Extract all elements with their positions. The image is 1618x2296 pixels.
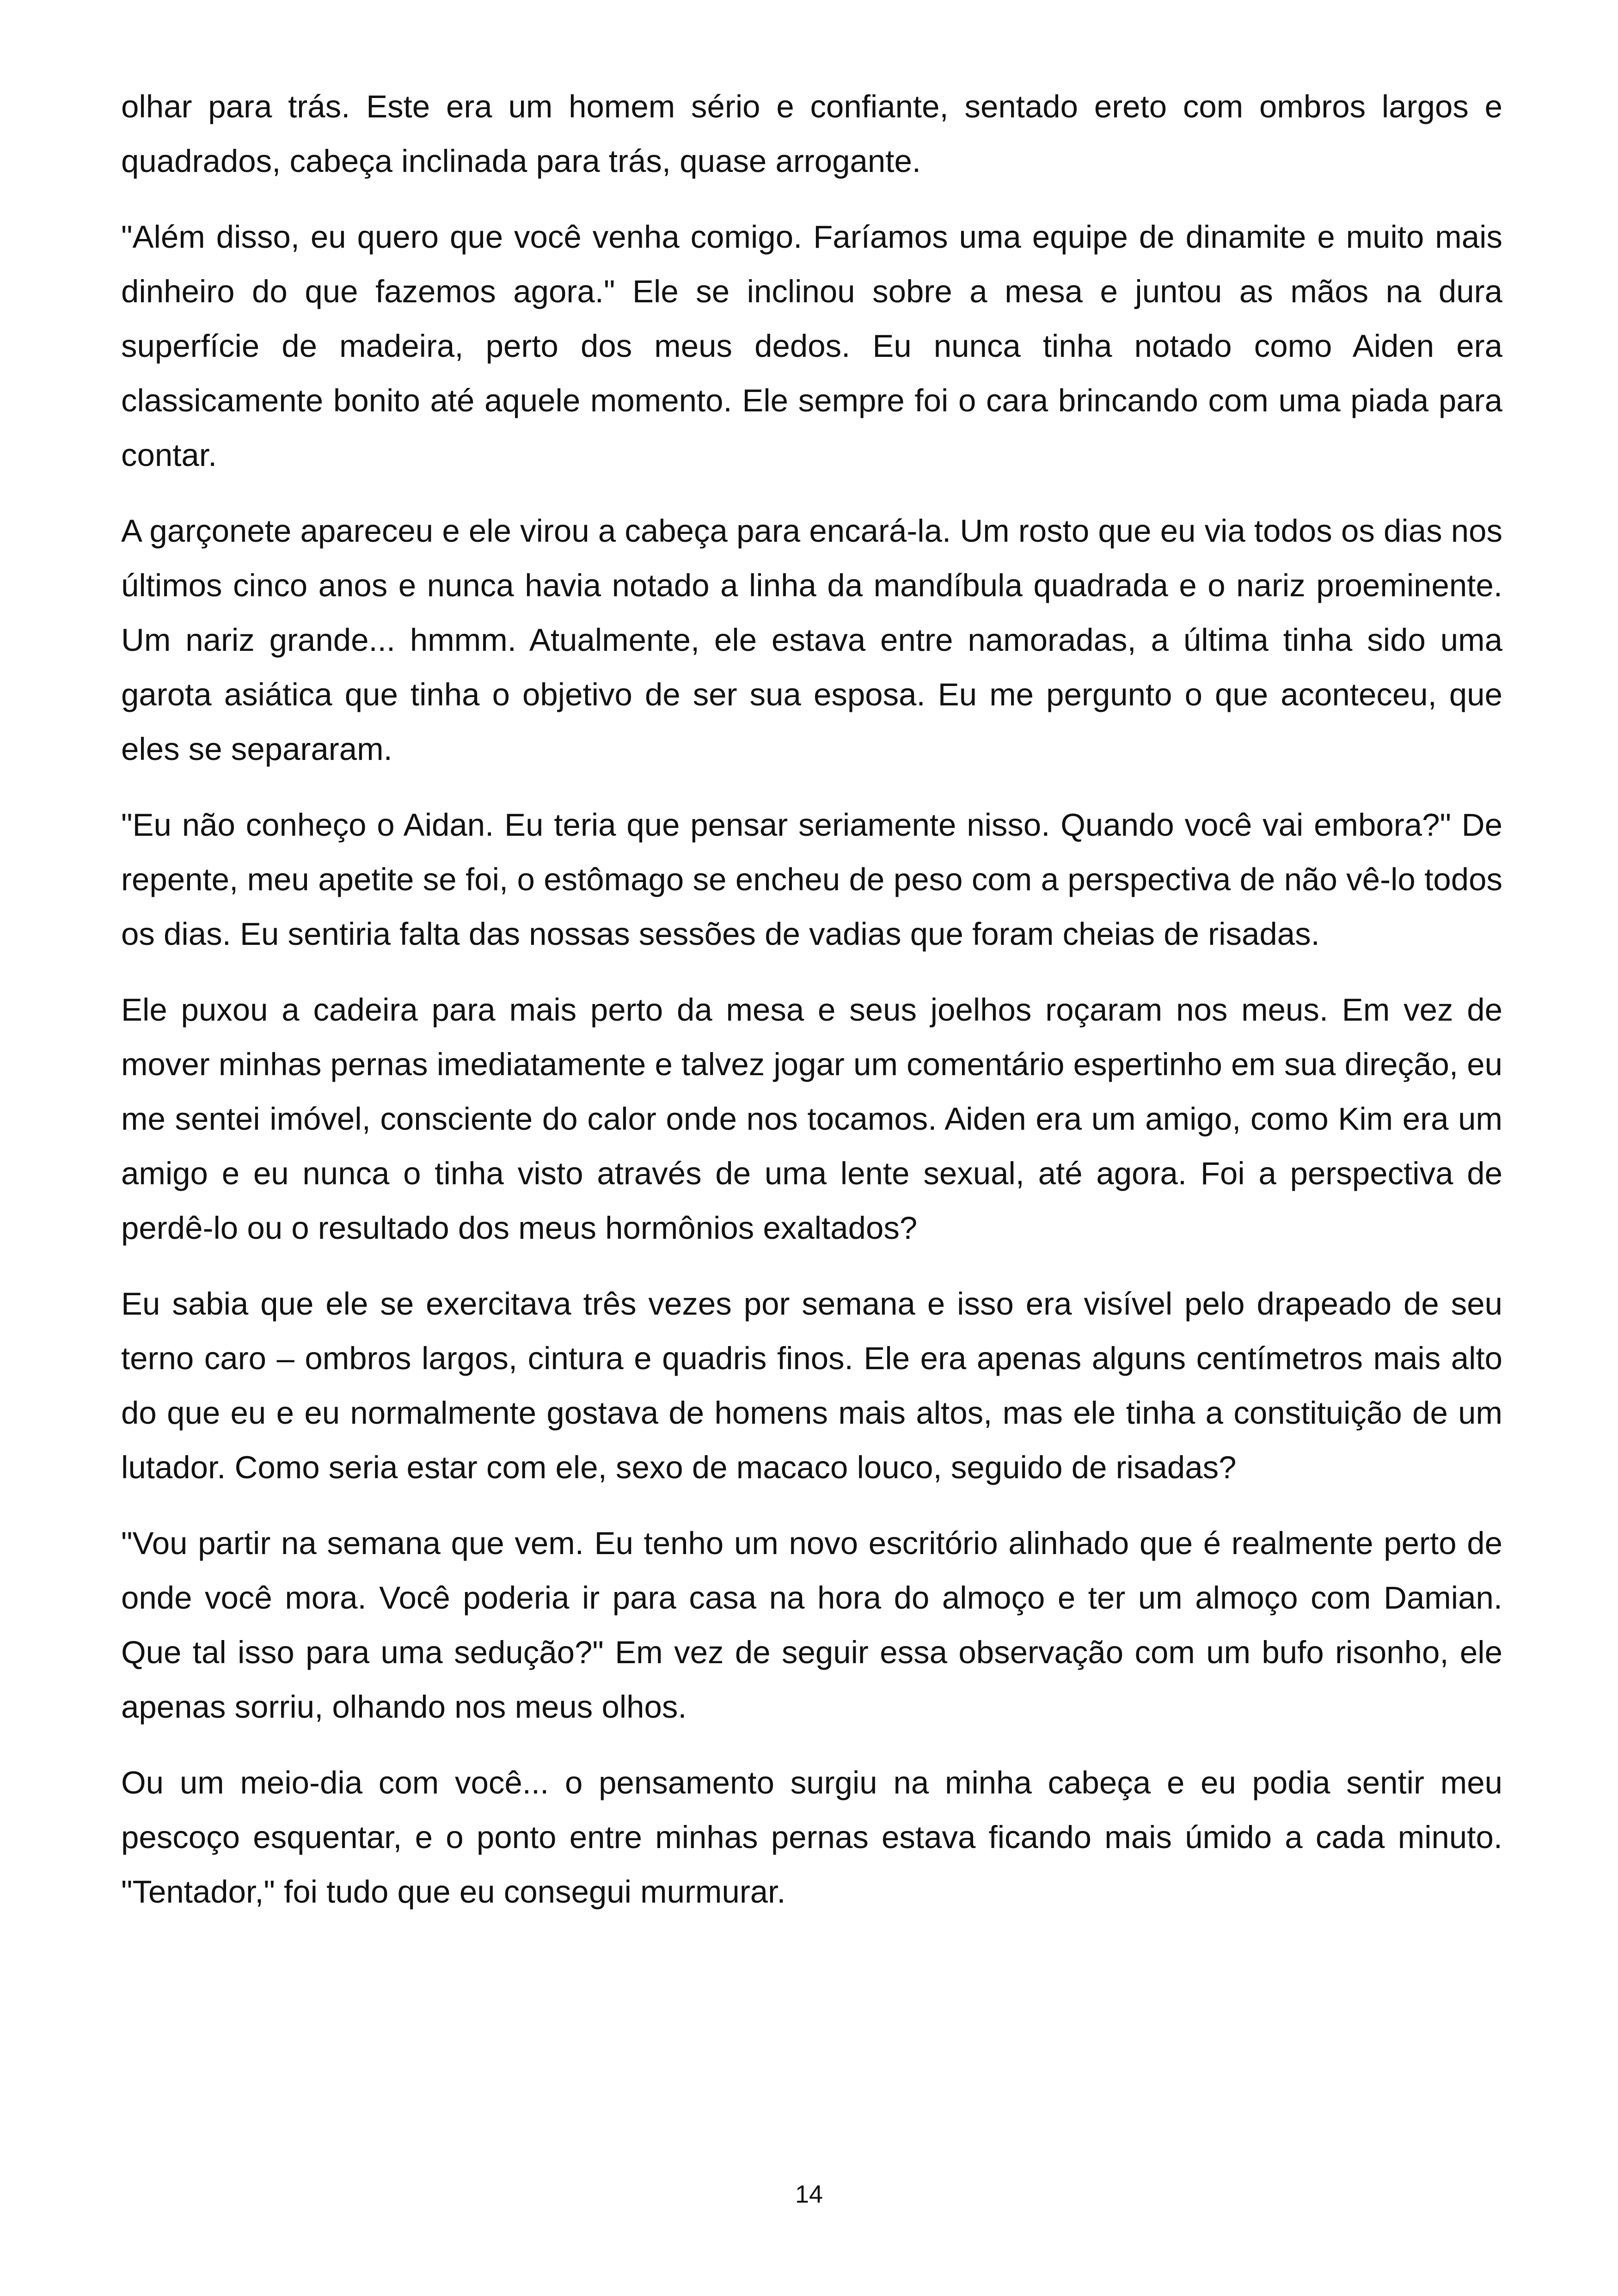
paragraph: Eu sabia que ele se exercitava três vezes por semana e isso era visível pelo drapeado de seu terno caro – ombros largos, cintura e quadris finos. Ele era apenas alguns centímetros mais alto do que eu e eu normalmente gostava de homens mais altos, mas ele tinha a constituição de um lutador. Como seria estar com ele, sexo de macaco louco, seguido de risadas? <box>121 1286 1502 1485</box>
paragraph: Ou um meio-dia com você... o pensamento surgiu na minha cabeça e eu podia sentir meu pescoço esquentar, e o ponto entre minhas pernas estava ficando mais úmido a cada minuto. "Tentador," foi tudo que eu consegui murmurar. <box>121 1765 1502 1910</box>
paragraph: olhar para trás. Este era um homem sério e confiante, sentado ereto com ombros largos e quadrados, cabeça inclinada para trás, quase arrogante. <box>121 89 1502 179</box>
paragraph: "Além disso, eu quero que você venha comigo. Faríamos uma equipe de dinamite e muito mais dinheiro do que fazemos agora." Ele se inclinou sobre a mesa e juntou as mãos na dura superfície de madeira, perto dos meus dedos. Eu nunca tinha notado como Aiden era classicamente bonito até aquele momento. Ele sempre foi o cara brincando com uma piada para contar. <box>121 219 1502 473</box>
paragraph: "Vou partir na semana que vem. Eu tenho um novo escritório alinhado que é realmente perto de onde você mora. Você poderia ir para casa na hora do almoço e ter um almoço com Damian. Que tal isso para uma sedução?" Em vez de seguir essa observação com um bufo risonho, ele apenas sorriu, olhando nos meus olhos. <box>121 1525 1502 1725</box>
page-number: 14 <box>795 2180 823 2208</box>
paragraph: Ele puxou a cadeira para mais perto da mesa e seus joelhos roçaram nos meus. Em vez de mover minhas pernas imediatamente e talvez jogar um comentário espertinho em sua direção, eu me sentei imóvel, consciente do calor onde nos tocamos. Aiden era um amigo, como Kim era um amigo e eu nunca o tinha visto através de uma lente sexual, até agora. Foi a perspectiva de perdê-lo ou o resultado dos meus hormônios exaltados? <box>121 992 1502 1246</box>
paragraph: A garçonete apareceu e ele virou a cabeça para encará-la. Um rosto que eu via todos os dias nos últimos cinco anos e nunca havia notado a linha da mandíbula quadrada e o nariz proeminente. Um nariz grande... hmmm. Atualmente, ele estava entre namoradas, a última tinha sido uma garota asiática que tinha o objetivo de ser sua esposa. Eu me pergunto o que aconteceu, que eles se separaram. <box>121 513 1502 767</box>
paragraph: "Eu não conheço o Aidan. Eu teria que pensar seriamente nisso. Quando você vai embora?" De repente, meu apetite se foi, o estômago se encheu de peso com a perspectiva de não vê-lo todos os dias. Eu sentiria falta das nossas sessões de vadias que foram cheias de risadas. <box>121 807 1502 952</box>
body-text <box>121 80 1502 1941</box>
